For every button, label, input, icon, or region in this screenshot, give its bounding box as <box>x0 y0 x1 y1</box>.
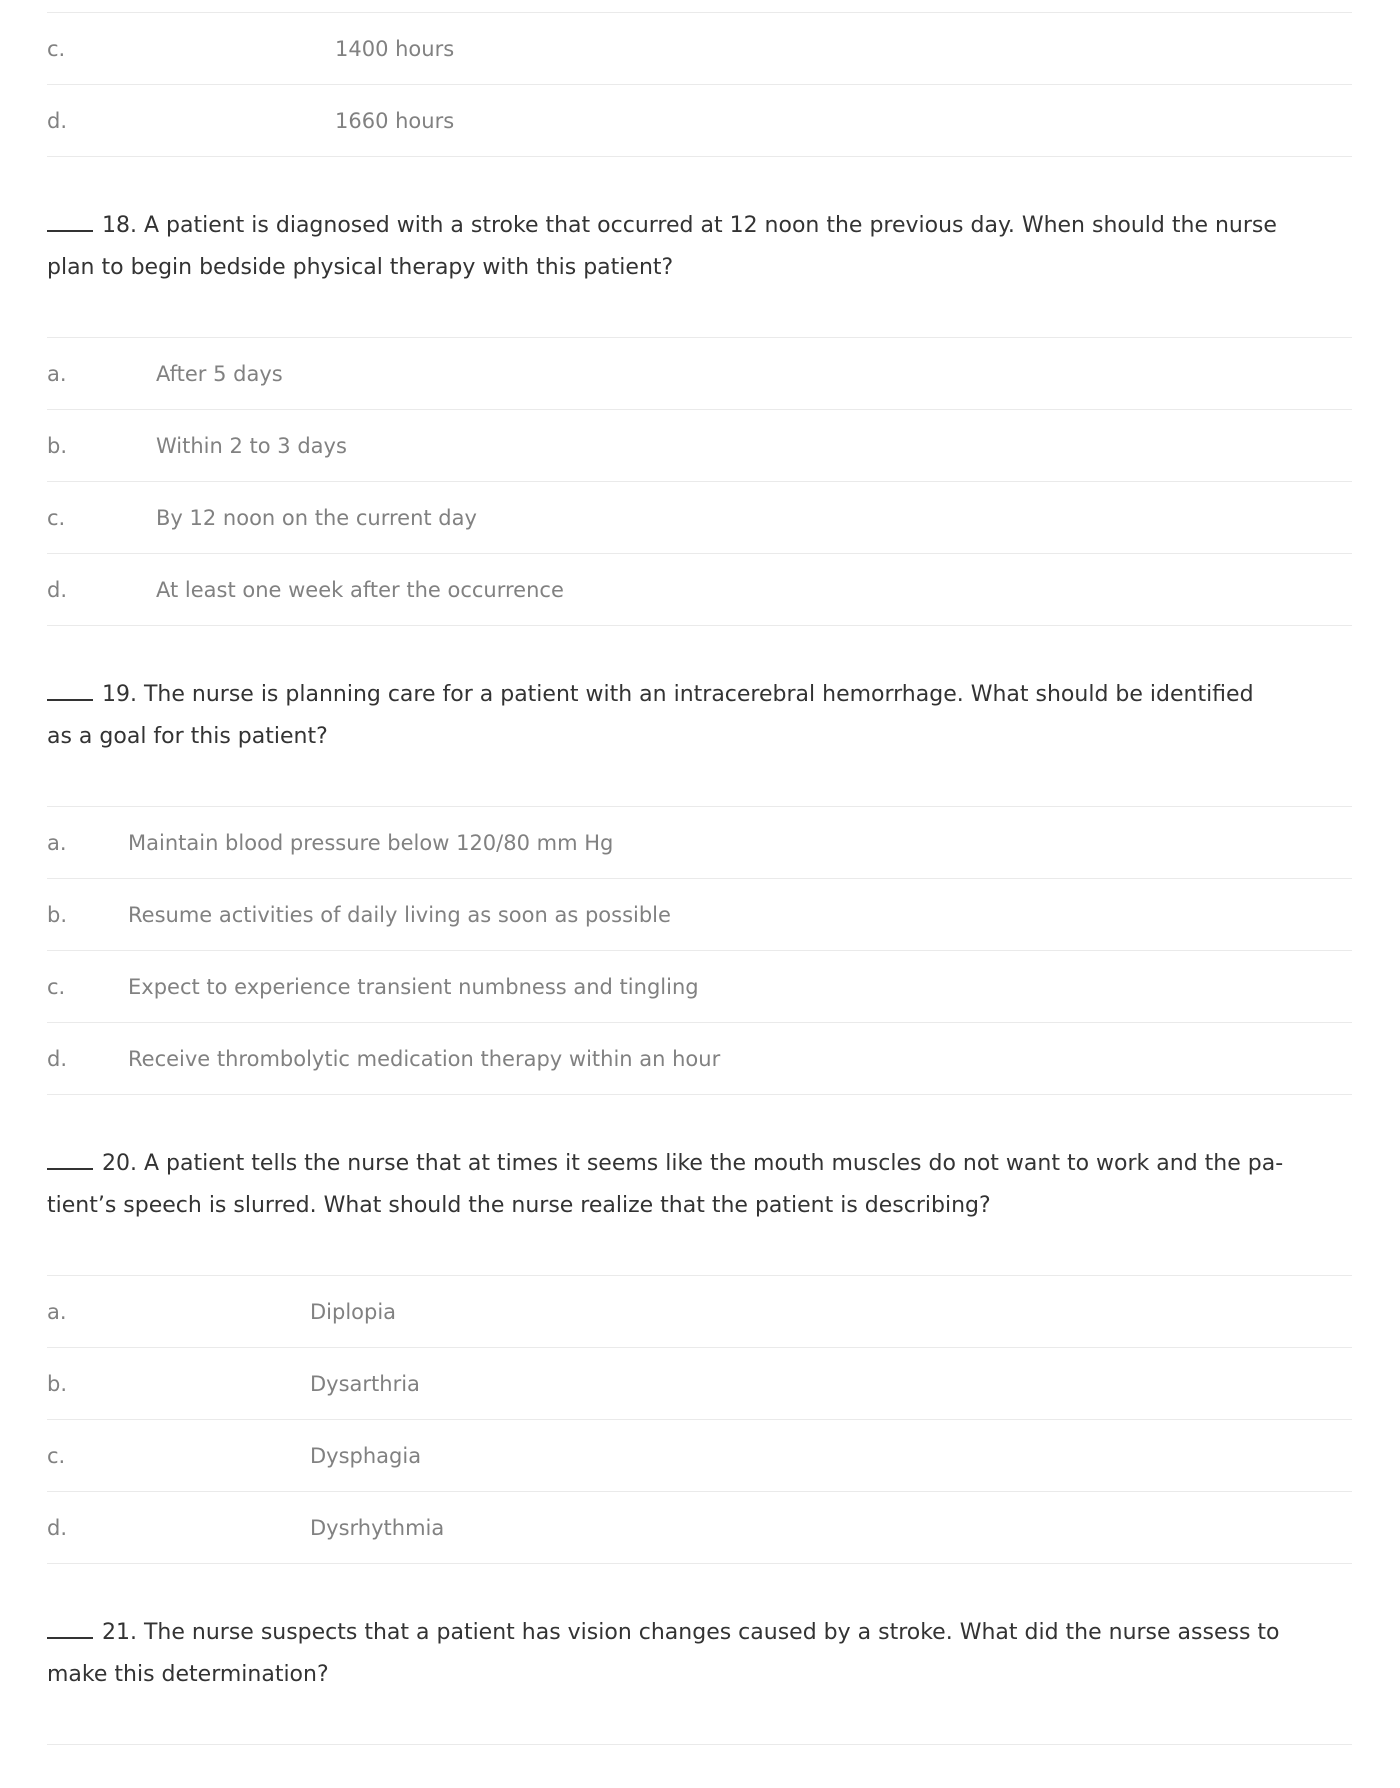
question-line: as a goal for this patient? <box>47 724 328 749</box>
option-letter: d. <box>47 108 68 133</box>
option-letter: c. <box>47 505 66 530</box>
question-text: 18. A patient is diagnosed with a stroke that occurred at 12 noon the previous day. When should the nurse <box>102 213 1277 238</box>
option-letter: d. <box>47 1046 68 1071</box>
question-21 <box>47 1612 1352 1696</box>
option-text: Maintain blood pressure below 120/80 mm Hg <box>128 830 614 855</box>
option-text: 1400 hours <box>335 36 455 61</box>
option-text: Dysphagia <box>310 1443 422 1468</box>
answer-blank <box>47 699 93 701</box>
option-row-c <box>47 481 1352 553</box>
question-line <box>47 1612 1352 1654</box>
option-row-d <box>47 553 1352 625</box>
option-text: Dysrhythmia <box>310 1515 445 1540</box>
option-letter: b. <box>47 902 68 927</box>
option-row-d <box>47 1491 1352 1563</box>
option-letter: a. <box>47 830 67 855</box>
question-18-options-group <box>47 337 1352 626</box>
option-letter: a. <box>47 1299 67 1324</box>
question-text: 20. A patient tells the nurse that at times it seems like the mouth muscles do not want to work and the pa- <box>102 1151 1284 1176</box>
option-letter: c. <box>47 36 66 61</box>
option-letter: d. <box>47 577 68 602</box>
option-text: Diplopia <box>310 1299 397 1324</box>
answer-blank <box>47 1168 93 1170</box>
option-text: By 12 noon on the current day <box>156 505 477 530</box>
question-line: make this determination? <box>47 1662 329 1687</box>
option-row-b <box>47 1347 1352 1419</box>
question-19 <box>47 674 1352 758</box>
question-18 <box>47 205 1352 289</box>
option-letter: c. <box>47 974 66 999</box>
option-row-b <box>47 409 1352 481</box>
option-text: Resume activities of daily living as soon as possible <box>128 902 671 927</box>
question-line <box>47 674 1352 716</box>
question-line <box>47 205 1352 247</box>
option-row-a <box>47 806 1352 878</box>
option-text: After 5 days <box>156 361 283 386</box>
question-20-options-group <box>47 1275 1352 1564</box>
question-line: plan to begin bedside physical therapy with this patient? <box>47 255 674 280</box>
answer-blank <box>47 1637 93 1639</box>
question-text: 21. The nurse suspects that a patient has vision changes caused by a stroke. What did the nurse assess to <box>102 1620 1280 1645</box>
question-20 <box>47 1143 1352 1227</box>
option-row-b <box>47 878 1352 950</box>
option-letter: c. <box>47 1443 66 1468</box>
option-letter: b. <box>47 433 68 458</box>
option-letter: a. <box>47 361 67 386</box>
option-row-c <box>47 12 1352 84</box>
option-row-a <box>47 1275 1352 1347</box>
answer-blank <box>47 230 93 232</box>
option-row-a <box>47 337 1352 409</box>
prev-question-options-group <box>47 12 1352 157</box>
option-letter: b. <box>47 1371 68 1396</box>
option-row-d <box>47 1022 1352 1094</box>
option-text: Dysarthria <box>310 1371 420 1396</box>
question-line: tient’s speech is slurred. What should the nurse realize that the patient is describing? <box>47 1193 991 1218</box>
option-row-c <box>47 950 1352 1022</box>
option-text: Expect to experience transient numbness and tingling <box>128 974 699 999</box>
option-row-c <box>47 1419 1352 1491</box>
option-text: Receive thrombolytic medication therapy within an hour <box>128 1046 721 1071</box>
option-letter: d. <box>47 1515 68 1540</box>
question-19-options-group <box>47 806 1352 1095</box>
question-line <box>47 1143 1352 1185</box>
question-text: 19. The nurse is planning care for a patient with an intracerebral hemorrhage. What should be identified <box>102 682 1254 707</box>
option-text: 1660 hours <box>335 108 455 133</box>
option-text: At least one week after the occurrence <box>156 577 564 602</box>
option-text: Within 2 to 3 days <box>156 433 347 458</box>
option-row-d <box>47 84 1352 156</box>
next-options-top-separator <box>47 1744 1352 1788</box>
